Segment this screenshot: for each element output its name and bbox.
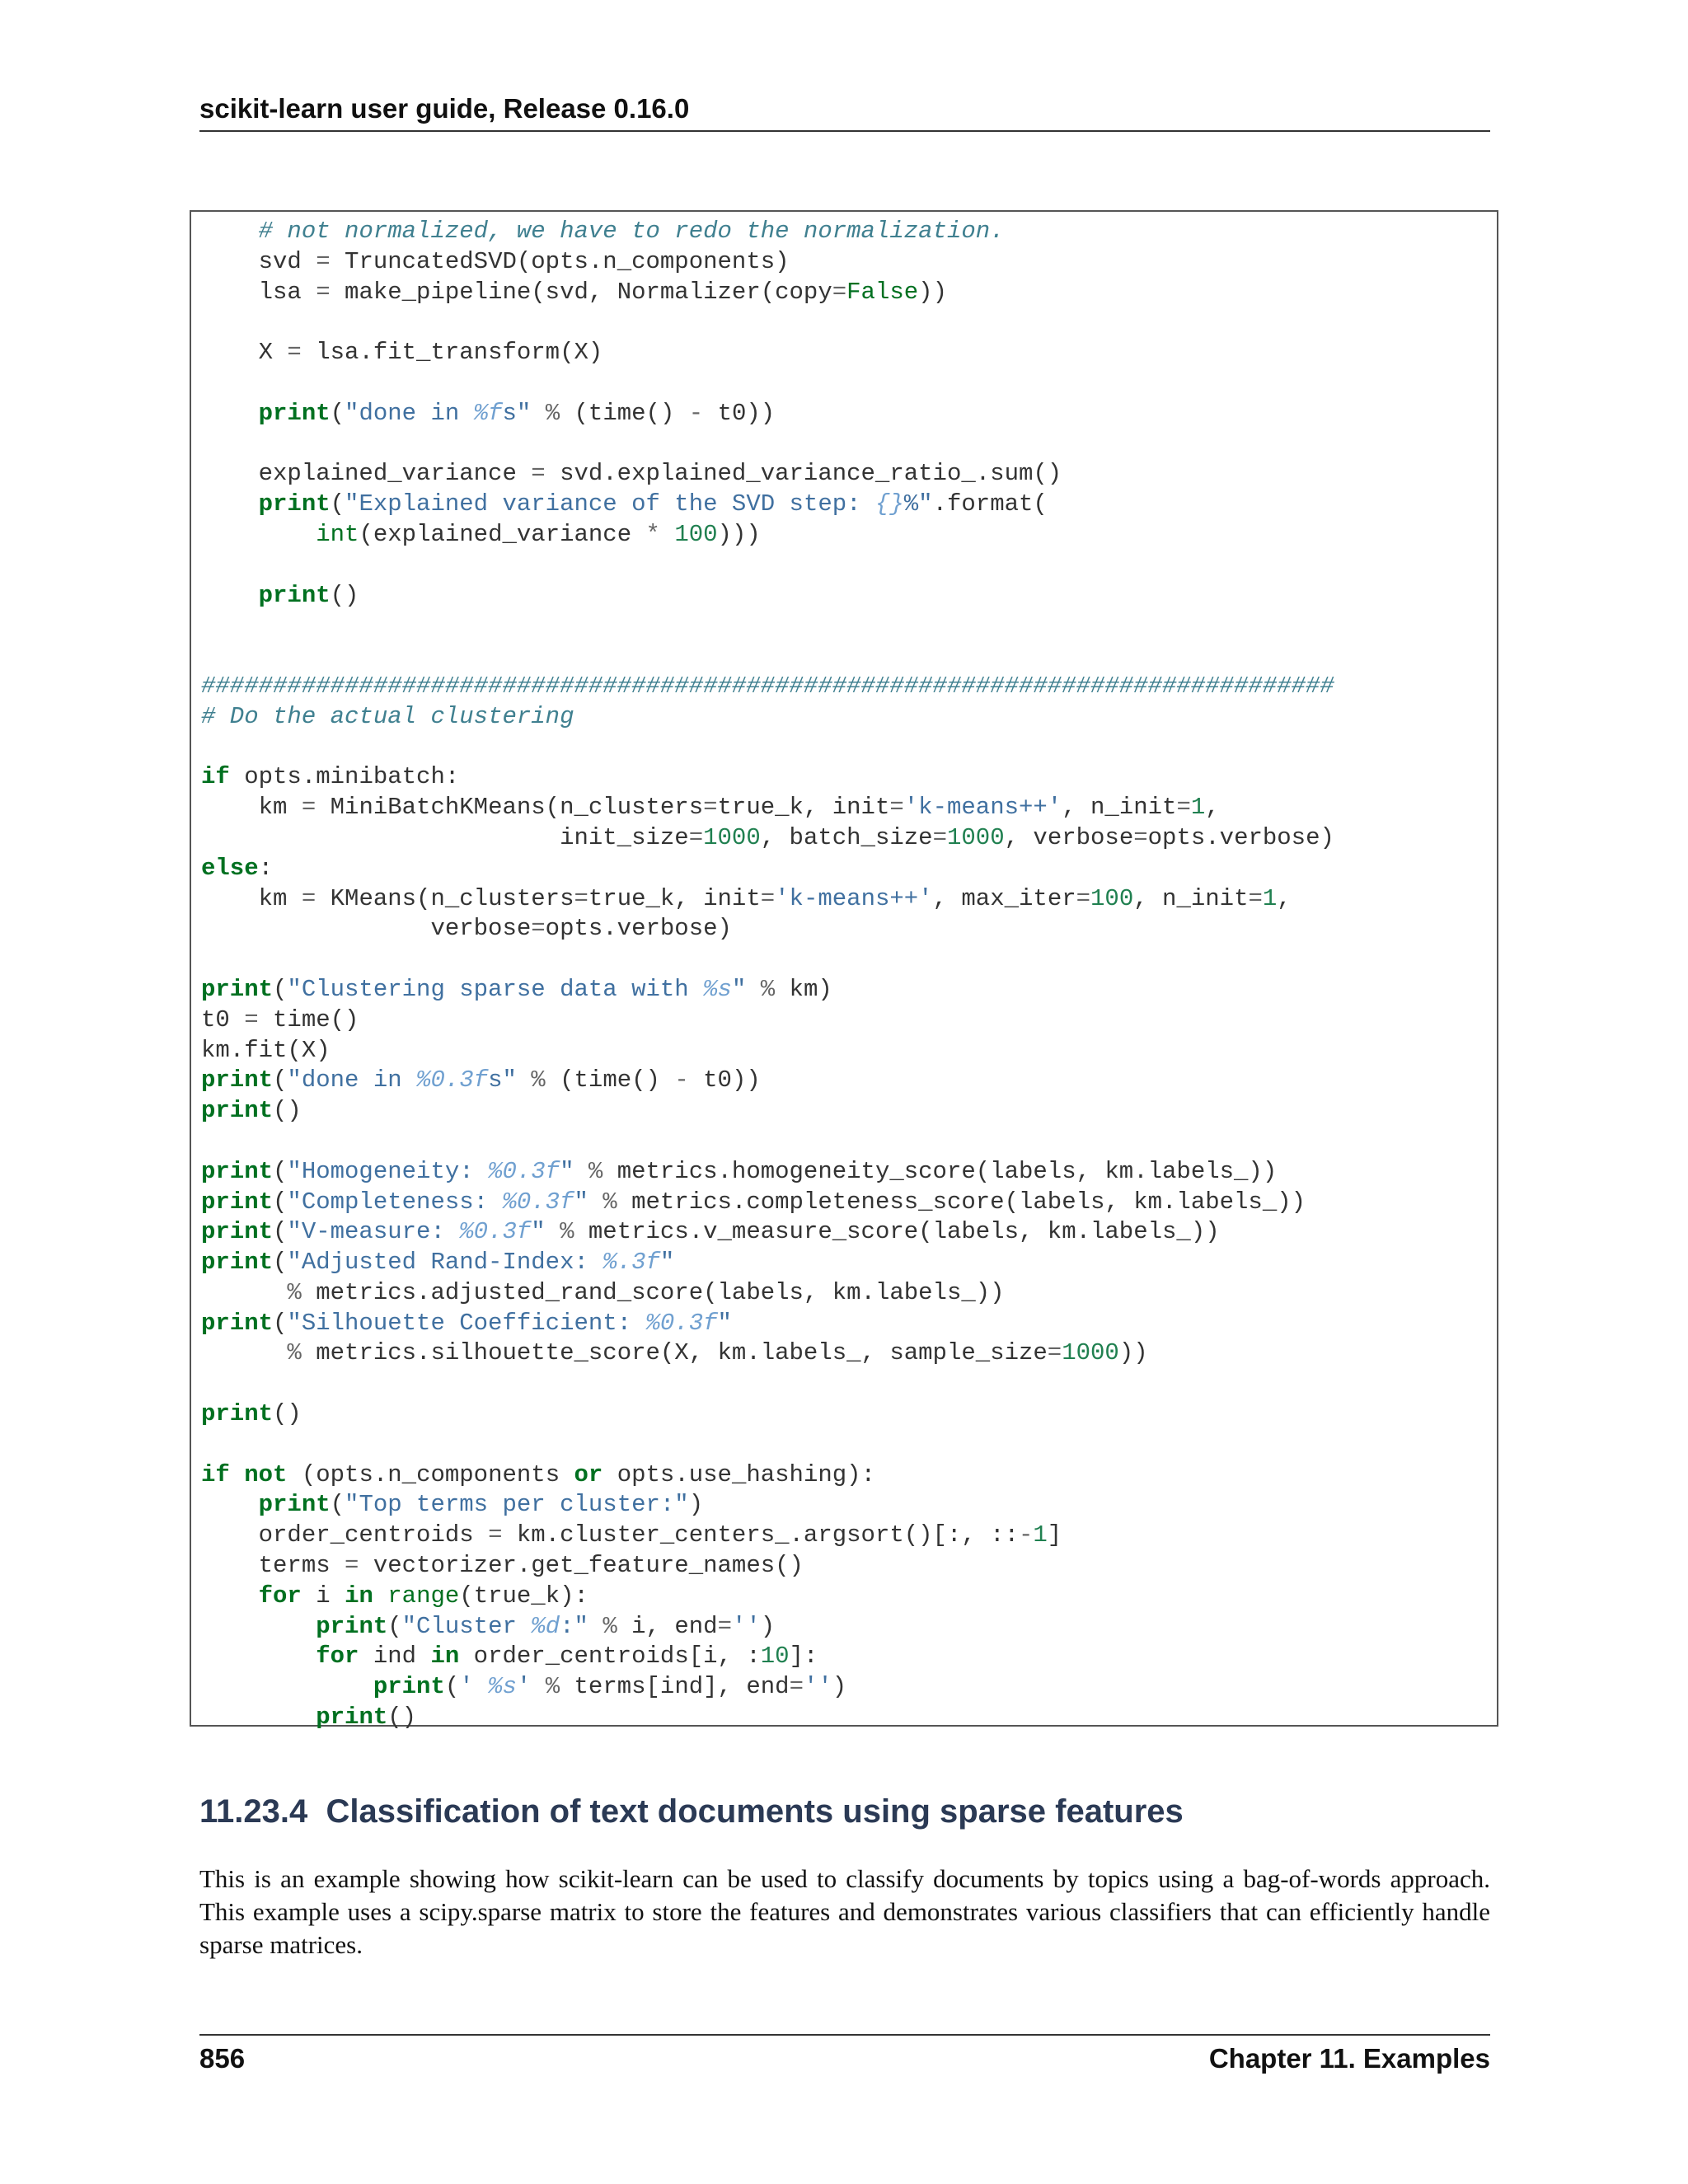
code-token: int [316,520,359,548]
code-token: - [674,1066,689,1094]
running-header: scikit-learn user guide, Release 0.16.0 [199,93,690,124]
code-token: % [603,1188,617,1216]
code-token: svd.explained_variance_ratio_.sum() [545,460,1062,488]
code-token: ) [760,1612,776,1640]
code-token: {} [874,490,904,518]
code-token: = [832,278,847,306]
code-token: , [1277,884,1292,912]
code-token: * [645,520,660,548]
code-token: = [1176,794,1191,822]
code-token: verbose [201,915,532,943]
code-token: 'k-means++' [903,794,1062,822]
code-token: %f [473,399,503,427]
code-line [201,338,1334,368]
code-line [201,823,1334,854]
code-token: km) [775,975,832,1003]
code-line [201,307,1334,338]
code-token: print [201,1249,274,1277]
code-token: ( [273,1309,288,1337]
code-token: % [588,1157,603,1185]
code-token: , n_init [1133,884,1249,912]
code-token: print [316,1612,388,1640]
code-token: km.fit(X) [201,1036,331,1064]
header-divider [199,130,1490,132]
code-token: print [258,399,331,427]
code-line [201,217,1334,247]
code-token: ' [516,1673,532,1701]
code-token [201,1339,287,1366]
code-token: 100 [674,520,718,548]
code-token: metrics.homogeneity_score(labels, km.labels_)) [603,1157,1278,1185]
code-token: = [531,460,546,488]
code-token: % [545,399,560,427]
code-token: true_k, init [717,794,890,822]
code-token: %s [703,975,732,1003]
code-token: svd [201,247,316,275]
code-token: ( [273,1249,288,1277]
code-token: = [1076,884,1091,912]
code-token: print [258,581,331,609]
code-token: "V-measure: [287,1218,460,1246]
code-line [201,733,1334,763]
code-token: , [1205,794,1220,822]
code-line [201,551,1334,581]
code-token: "Homogeneity: [287,1157,489,1185]
code-token: "done in [287,1066,417,1094]
code-token [230,1461,244,1488]
code-token: , verbose [1004,823,1134,851]
code-token: (time() [545,1066,675,1094]
code-token: = [932,823,947,851]
code-token: = [316,278,331,306]
code-token: False [846,278,919,306]
code-token: opts.verbose) [545,915,732,943]
code-token: 100 [1090,884,1134,912]
code-line [201,884,1334,915]
code-token: :" [560,1612,588,1640]
code-token [373,1582,387,1610]
code-token: ( [330,399,345,427]
code-token: %0.3f [459,1218,532,1246]
code-token: ############################################################################### [201,672,1334,700]
code-token: km [201,794,302,822]
code-token: # Do the actual clustering [201,702,574,730]
code-token: %" [903,490,933,518]
code-token [201,400,259,427]
code-token: ( [387,1612,402,1640]
code-token: "Top terms per cluster:" [345,1491,689,1519]
code-token: (true_k): [459,1582,588,1610]
section-paragraph: This is an example showing how scikit-learn can be used to classify documents by topics using a bag-of-words approach. This example uses a scipy.sparse matrix to store the features and demonstrates various classifiers that can efficiently handle sparse matrices. [199,1864,1490,1959]
code-token [531,400,545,427]
code-token: print [201,1157,274,1185]
code-token: = [531,915,546,943]
code-token: "Cluster [401,1612,532,1640]
code-line [201,1248,1334,1278]
code-token: TruncatedSVD(opts.n_components) [330,247,790,275]
code-line [201,368,1334,399]
code-token: print [201,975,274,1003]
code-token [546,1218,560,1245]
code-token: i, end [617,1612,718,1640]
code-token: - [1018,1521,1034,1549]
page-number: 856 [199,2043,246,2074]
code-token: 'k-means++' [775,884,933,912]
code-token: MiniBatchKMeans(n_clusters [316,794,704,822]
code-line [201,278,1334,308]
code-token: - [688,399,704,427]
code-token: ' [459,1673,489,1701]
code-token: "Silhouette Coefficient: [287,1309,646,1337]
code-token: print [201,1097,274,1125]
code-token [201,1613,316,1640]
code-token: km [201,884,302,912]
code-token: km.cluster_centers_.argsort()[:, :: [502,1521,1019,1549]
code-line [201,1217,1334,1248]
code-line [201,1551,1334,1582]
code-token: = [688,823,704,851]
code-token: = [574,884,588,912]
code-line [201,1399,1334,1430]
code-token: print [373,1673,445,1701]
code-token: 1000 [703,823,761,851]
code-token: % [545,1673,560,1701]
code-token: % [531,1066,546,1094]
code-token [201,1704,316,1731]
code-token: time() [258,1005,359,1033]
code-token: print [316,1704,388,1732]
code-token: X [201,339,288,367]
code-token: = [1248,884,1263,912]
code-token: ( [330,490,345,518]
code-token: ( [273,1066,288,1094]
code-token: ]: [789,1643,818,1671]
code-line [201,1157,1334,1188]
code-line [201,793,1334,823]
code-token: metrics.completeness_score(labels, km.labels_)) [617,1188,1306,1216]
code-token: order_centroids[i, : [459,1643,761,1671]
code-token: % [760,975,776,1003]
chapter-label: Chapter 11. Examples [1208,2043,1490,2074]
code-token: : [258,854,274,882]
code-token: s" [502,399,532,427]
code-token: t0 [201,1005,245,1033]
code-token: % [603,1612,617,1640]
code-token: ( [444,1673,460,1701]
code-token [588,1613,603,1640]
code-line [201,1672,1334,1703]
code-token: = [717,1612,732,1640]
code-token: .format( [932,490,1048,518]
code-token: = [287,339,302,367]
code-line [201,944,1334,975]
code-token: (time() [560,399,689,427]
code-token: range [387,1582,460,1610]
code-token: % [287,1278,302,1306]
code-line [201,429,1334,460]
code-token: (opts.n_components [287,1460,574,1488]
code-line [201,975,1334,1005]
code-token: KMeans(n_clusters [316,884,574,912]
code-token: % [287,1339,302,1367]
code-token: " [731,975,747,1003]
code-token: lsa.fit_transform(X) [301,339,603,367]
code-token: = [316,247,331,275]
code-token: print [201,1188,274,1216]
code-token: "Adjusted Rand-Index: [287,1249,603,1277]
code-token: = [789,1673,804,1701]
code-token [201,1673,373,1700]
code-token: lsa [201,278,316,306]
code-token: s" [488,1066,517,1094]
code-token: = [488,1521,503,1549]
code-token: or [574,1460,603,1488]
code-line [201,1096,1334,1127]
code-token: () [330,581,359,609]
code-token: () [273,1400,302,1428]
code-token: terms[ind], end [560,1673,790,1701]
code-line [201,1338,1334,1369]
code-token: )) [1118,1339,1148,1367]
code-token: for [258,1582,302,1610]
code-token: ( [273,975,288,1003]
code-token: () [387,1704,417,1732]
code-line [201,1369,1334,1399]
code-token: (explained_variance [359,520,646,548]
code-token: = [760,884,776,912]
code-line [201,1278,1334,1309]
code-token: vectorizer.get_feature_names() [359,1552,804,1580]
code-token: metrics.silhouette_score(X, km.labels_, sample_size [301,1339,1048,1367]
code-token: "done in [345,399,474,427]
footer-divider [199,2034,1490,2036]
code-line [201,1005,1334,1036]
code-token: '' [731,1612,761,1640]
code-token: " [659,1249,675,1277]
code-token: terms [201,1552,345,1580]
code-line [201,1490,1334,1521]
code-token: print [201,1066,274,1094]
code-token [201,1582,259,1610]
code-token: % [560,1218,574,1246]
code-token [531,1673,545,1700]
section-heading [199,1790,1490,1833]
code-token: %0.3f [645,1309,718,1337]
code-token [201,1643,316,1670]
code-line [201,611,1334,641]
code-token: = [703,794,718,822]
code-token: , batch_size [760,823,933,851]
code-token: %d [531,1612,560,1640]
code-token: " [574,1188,588,1216]
code-line [201,854,1334,884]
code-token: print [258,490,331,518]
code-token: if [201,1460,230,1488]
code-token: metrics.adjusted_rand_score(labels, km.labels_)) [301,1278,1005,1306]
code-token: "Clustering sparse data with [287,975,704,1003]
code-line [201,1066,1334,1096]
code-line [201,581,1334,612]
code-token: " [531,1218,546,1246]
code-token: "Explained variance of the SVD step: [345,490,875,518]
code-token: ))) [717,520,761,548]
code-token: not [244,1460,288,1488]
code-line [201,1036,1334,1066]
code-line [201,762,1334,793]
code-token: 1 [1262,884,1278,912]
code-token: for [316,1643,359,1671]
code-token: ) [688,1491,704,1519]
code-token: explained_variance [201,460,532,488]
code-token: %.3f [603,1249,660,1277]
code-token: metrics.v_measure_score(labels, km.labels_)) [574,1218,1220,1246]
code-token: in [430,1643,460,1671]
code-token: = [301,794,316,822]
code-token: %0.3f [416,1066,489,1094]
code-token: 1 [1033,1521,1048,1549]
section-number: 11.23.4 [199,1793,308,1830]
code-token: i [301,1582,345,1610]
code-token [588,1188,603,1216]
code-token: %s [488,1673,517,1701]
code-token: ( [273,1188,288,1216]
code-token: opts.verbose) [1147,823,1334,851]
code-token: , n_init [1062,794,1177,822]
code-token: = [1047,1339,1062,1367]
code-token: ( [330,1491,345,1519]
code-token: print [201,1218,274,1246]
code-token: ( [273,1218,288,1246]
code-token [201,490,259,518]
code-line [201,1582,1334,1612]
code-line [201,459,1334,490]
code-line [201,641,1334,672]
code-token: 1000 [1062,1339,1119,1367]
code-line [201,1612,1334,1643]
code-token [201,582,259,609]
code-line [201,490,1334,520]
code-line [201,1127,1334,1157]
code-line [201,1430,1334,1460]
code-token: if [201,763,230,791]
code-token [201,1279,287,1306]
section-title-text: Classification of text documents using sparse features [326,1793,1184,1830]
code-token: opts.use_hashing): [603,1460,875,1488]
code-token: init_size [201,823,689,851]
code-token: print [201,1309,274,1337]
code-line [201,247,1334,278]
code-line [201,1521,1334,1551]
code-token: ( [273,1157,288,1185]
code-line [201,1460,1334,1491]
code-token: = [1133,823,1148,851]
code-token: 1 [1190,794,1206,822]
code-token: () [273,1097,302,1125]
code-line [201,914,1334,944]
code-token: = [301,884,316,912]
code-token: opts.minibatch: [229,763,460,791]
code-token: print [258,1491,331,1519]
code-token: "Completeness: [287,1188,503,1216]
code-token [746,976,760,1003]
code-token [201,521,316,548]
code-listing [201,217,1334,1733]
code-token: make_pipeline(svd, Normalizer(copy [330,278,832,306]
code-line [201,399,1334,429]
code-token: = [345,1552,359,1580]
code-token: = [244,1005,259,1033]
code-token [517,1066,531,1094]
code-token [660,521,674,548]
code-line [201,1642,1334,1672]
code-token: in [345,1582,373,1610]
code-line [201,672,1334,702]
code-token: true_k, init [588,884,761,912]
code-token [201,1491,259,1518]
code-line [201,520,1334,551]
code-token: order_centroids [201,1521,489,1549]
code-token: " [560,1157,574,1185]
code-line [201,1188,1334,1218]
code-token: ind [359,1643,431,1671]
code-token: = [889,794,904,822]
code-token: 1000 [946,823,1005,851]
code-line [201,702,1334,733]
code-token: print [201,1400,274,1428]
code-token: %0.3f [488,1157,560,1185]
code-line [201,1309,1334,1339]
code-token: '' [803,1673,832,1701]
code-token: , max_iter [932,884,1076,912]
code-token: %0.3f [502,1188,574,1216]
code-token: )) [918,278,947,306]
code-block [190,210,1498,1732]
code-token: " [717,1309,732,1337]
code-token: ] [1047,1521,1062,1549]
code-token: t0)) [703,399,776,427]
code-token: t0)) [688,1066,761,1094]
code-token: else [201,854,259,882]
code-token: 10 [760,1643,790,1671]
code-token [201,218,259,245]
code-token: # not normalized, we have to redo the normalization. [258,218,1005,245]
code-token [574,1158,588,1185]
code-line [201,1703,1334,1733]
code-token: ) [832,1673,847,1701]
